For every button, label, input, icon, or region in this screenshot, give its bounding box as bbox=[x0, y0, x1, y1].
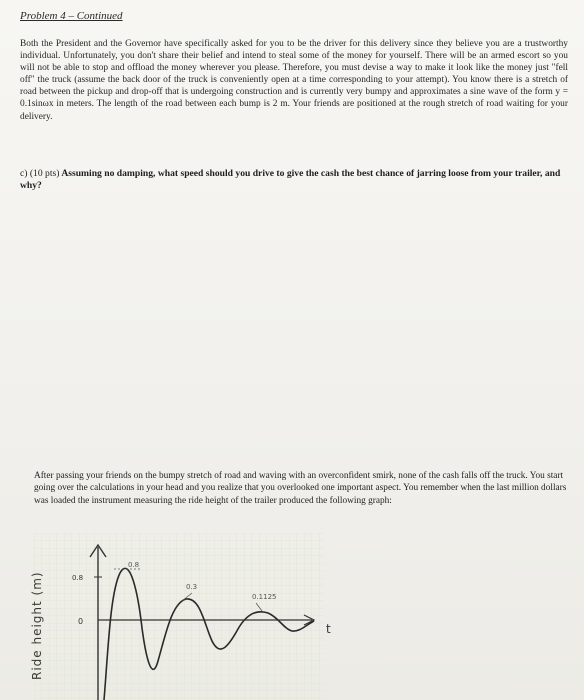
question-label: c) (10 pts) bbox=[20, 168, 60, 179]
problem-intro-paragraph: Both the President and the Governor have specifically asked for you to be the driver for this delivery since they believe you are a trustworthy individual. Unfortunately, you don't share their belief and intend to steal some of the money for yourself. There will be an armed escort so you will not be able to stop and offload the money wherever you please. Therefore, you must devise a way to make it look like the money just "fell off" the truck (assume the back door of the truck is conveniently open at a time corresponding to your attempt). You know there is a stretch of road between the pickup and drop-off that is undergoing construction and is currently very bumpy and approximates a sine wave of the form y = 0.1sinωx in meters. The length of the road between each bump is 2 m. Your friends are positioned at the rough stretch of road waiting for your delivery. bbox=[20, 39, 568, 122]
annotation-peak3: 0.1125 bbox=[252, 593, 277, 601]
y-axis-label: Ride height (m) bbox=[30, 571, 44, 680]
followup-paragraph: After passing your friends on the bumpy stretch of road and waving with an overconfident smirk, none of the cash falls off the truck. You start going over the calculations in your head and you realize that you overlooked one important aspect. You remember when the last million dollars was loaded the instrument measuring the ride height of the trailer produced the following graph: bbox=[34, 471, 567, 506]
page-heading: Problem 4 – Continued bbox=[20, 10, 123, 22]
y-tick-zero: 0 bbox=[78, 617, 84, 626]
annotation-peak2: 0.3 bbox=[186, 583, 198, 591]
y-tick-top: 0.8 bbox=[72, 574, 84, 582]
annotation-peak1: 0.8 bbox=[128, 561, 140, 569]
question-c bbox=[20, 168, 568, 193]
ride-height-graph bbox=[34, 533, 360, 700]
question-text: Assuming no damping, what speed should you drive to give the cash the best chance of jarring loose from your trailer, and why? bbox=[20, 168, 561, 192]
x-axis-label: t bbox=[326, 622, 331, 636]
